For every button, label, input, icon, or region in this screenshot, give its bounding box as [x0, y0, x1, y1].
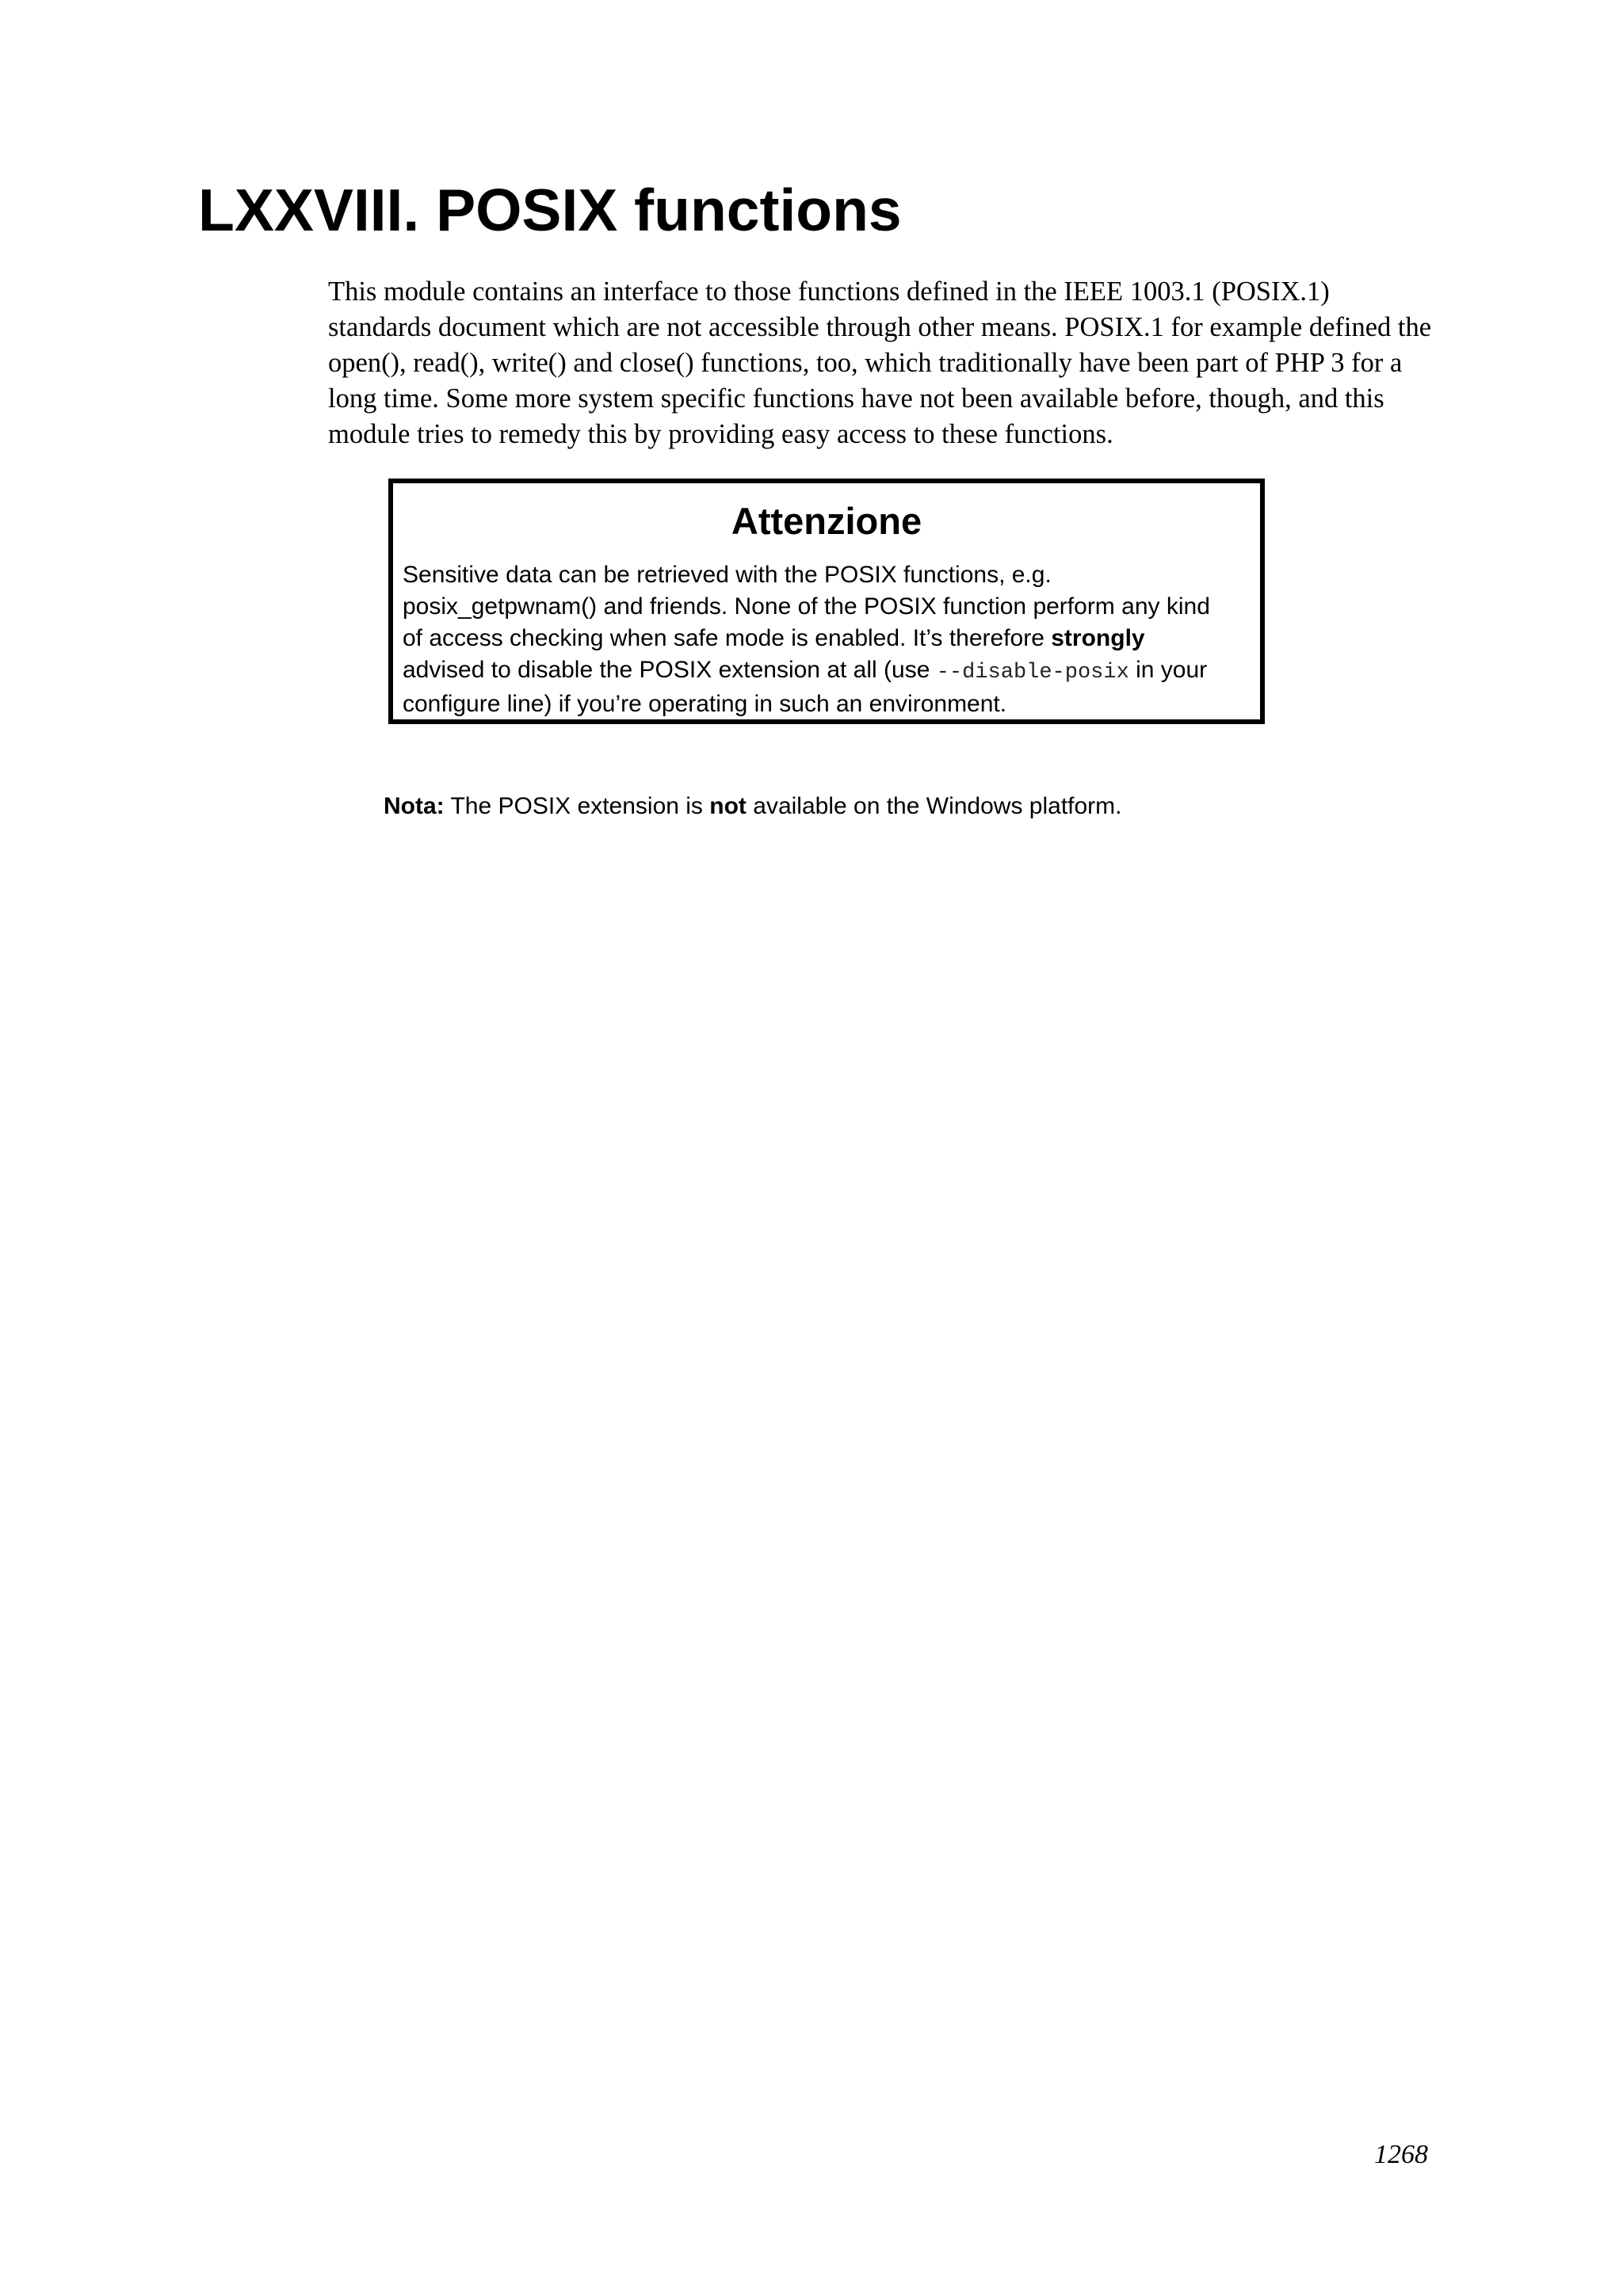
- warning-line: [403, 623, 1210, 654]
- chapter-title: LXXVIII. POSIX functions: [198, 177, 902, 243]
- warning-line: [403, 654, 1210, 688]
- intro-line: This module contains an interface to those functions defined in the IEEE 1003.1 (POSIX.1): [328, 277, 1330, 307]
- warning-text: [403, 559, 1210, 720]
- warning-line: configure line) if you’re operating in such an environment.: [403, 691, 1007, 717]
- warning-line: Sensitive data can be retrieved with the POSIX functions, e.g.: [403, 562, 1052, 588]
- intro-line: standards document which are not accessible through other means. POSIX.1 for example defined the: [328, 312, 1432, 342]
- note-emphasis: not: [709, 793, 747, 819]
- configure-option-code: --disable-posix: [936, 661, 1129, 685]
- note-paragraph: [384, 791, 1122, 822]
- intro-line: open(), read(), write() and close() functions, too, which traditionally have been part of PHP 3 for a: [328, 348, 1403, 378]
- warning-title: Attenzione: [731, 500, 922, 542]
- intro-line: module tries to remedy this by providing easy access to these functions.: [328, 419, 1113, 449]
- intro-line: long time. Some more system specific functions have not been available before, though, and this: [328, 383, 1384, 414]
- warning-line: posix_getpwnam() and friends. None of the POSIX function perform any kind: [403, 593, 1210, 620]
- page-number: 1268: [1374, 2140, 1428, 2169]
- warning-text-segment: advised to disable the POSIX extension at all (use: [403, 657, 937, 683]
- warning-text-segment: in your: [1128, 657, 1208, 683]
- note-text-segment: The POSIX extension is: [444, 793, 710, 819]
- warning-box: [388, 479, 1265, 724]
- note-label: Nota:: [384, 793, 445, 819]
- intro-paragraph: [328, 274, 1438, 452]
- note-text-segment: available on the Windows platform.: [746, 793, 1122, 819]
- warning-emphasis: strongly: [1051, 625, 1145, 651]
- warning-text-segment: of access checking when safe mode is enabled. It’s therefore: [403, 625, 1052, 651]
